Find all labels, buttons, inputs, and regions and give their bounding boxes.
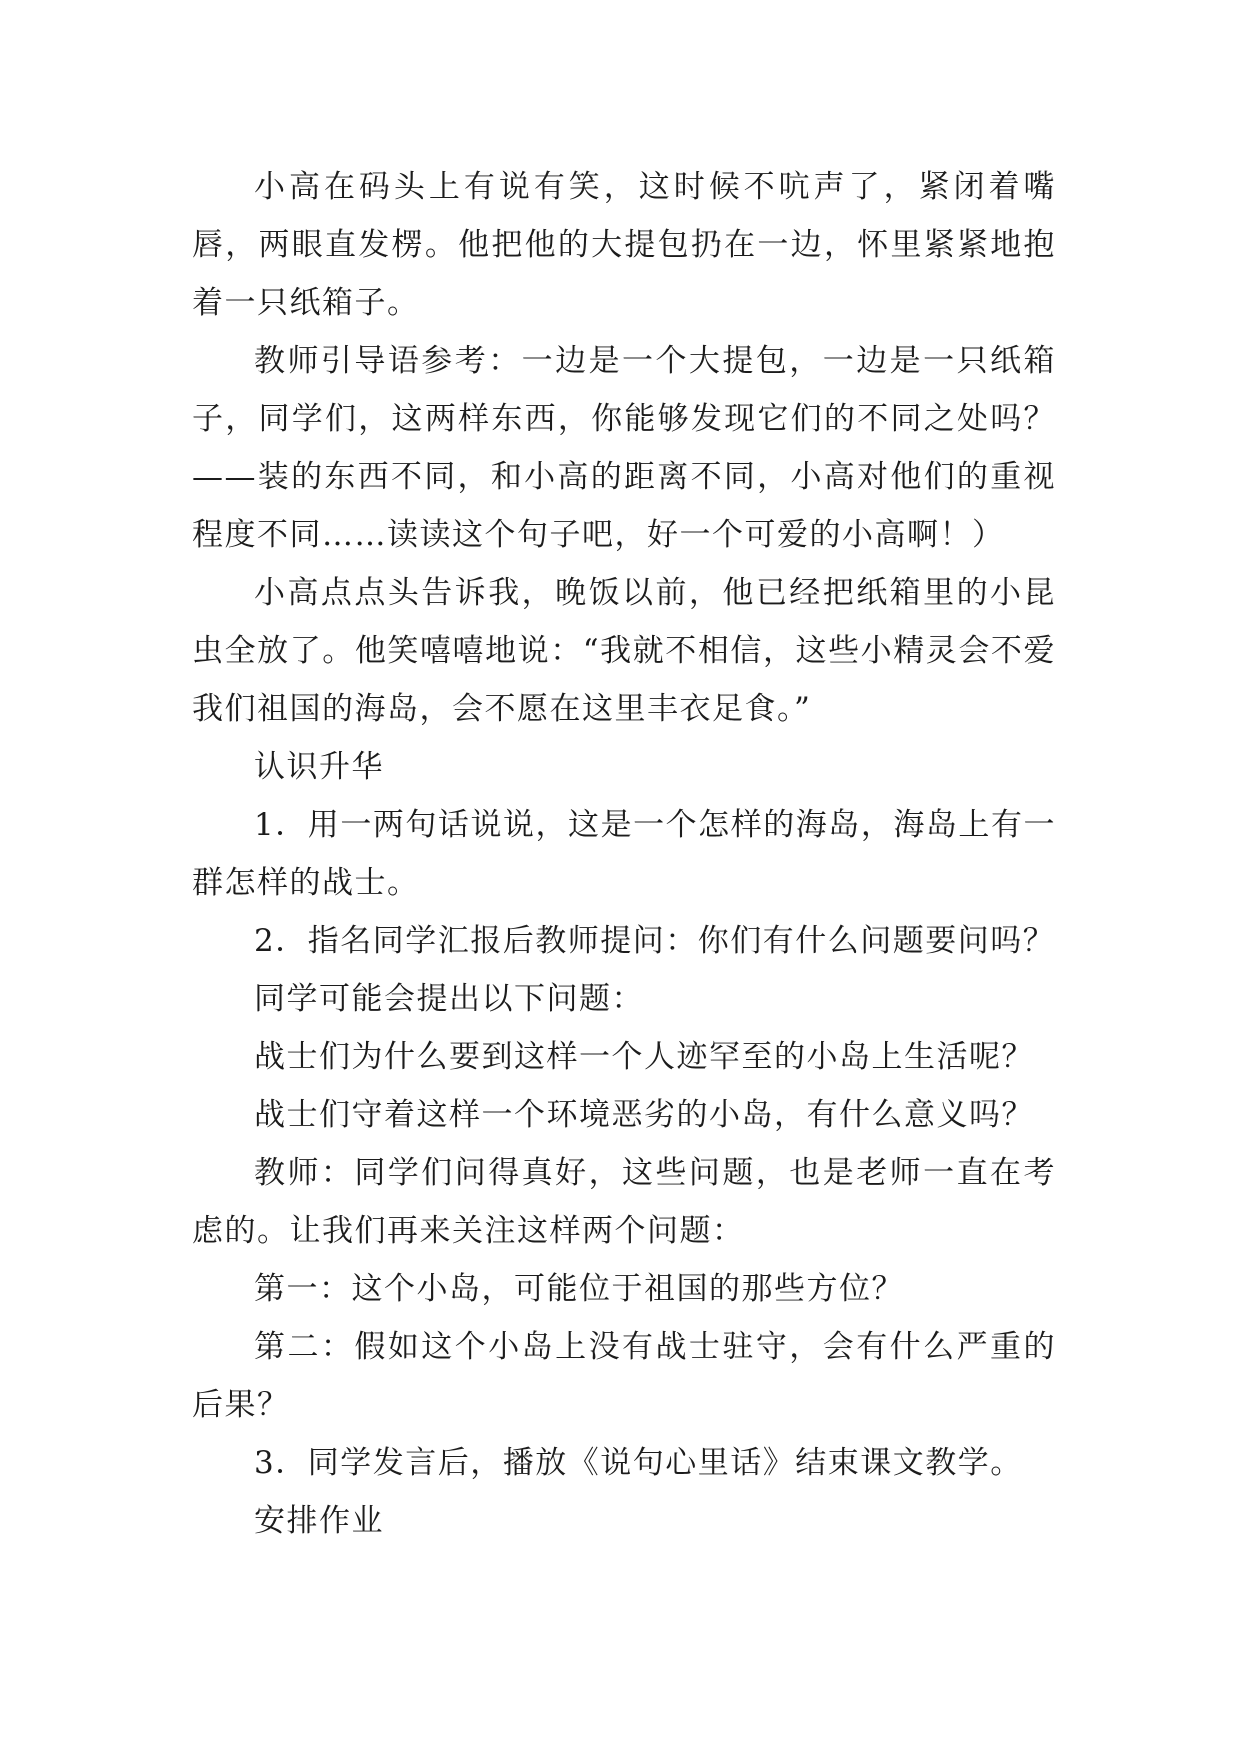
section-heading-understanding: 认识升华 bbox=[254, 749, 384, 785]
question-why-island: 战士们为什么要到这样一个人迹罕至的小岛上生活呢？ bbox=[254, 1039, 1034, 1075]
paragraph-insects-released: 小高点点头告诉我，晚饭以前，他已经把纸箱里的小昆虫全放了。他笑嘻嘻地说：“我就不相信，这些小精灵会不爱我们祖国的海岛，会不愿在这里丰衣足食。” bbox=[192, 575, 1056, 727]
paragraph-possible-questions: 同学可能会提出以下问题： bbox=[254, 981, 644, 1017]
list-item-2: 2．指名同学汇报后教师提问：你们有什么问题要问吗？ bbox=[254, 923, 1056, 959]
question-meaning: 战士们守着这样一个环境恶劣的小岛，有什么意义吗？ bbox=[254, 1097, 1034, 1133]
list-item-3: 3．同学发言后，播放《说句心里话》结束课文教学。 bbox=[254, 1445, 1023, 1481]
question-second: 第二：假如这个小岛上没有战士驻守，会有什么严重的后果？ bbox=[192, 1329, 1056, 1423]
question-first: 第一：这个小岛，可能位于祖国的那些方位？ bbox=[254, 1271, 904, 1307]
paragraph-teacher-guide: 教师引导语参考：一边是一个大提包，一边是一只纸箱子，同学们，这两样东西，你能够发现它们的不同之处吗？——装的东西不同，和小高的距离不同，小高对他们的重视程度不同……读读这个句子吧，好一个可爱的小高啊！） bbox=[192, 343, 1056, 553]
section-heading-homework: 安排作业 bbox=[254, 1503, 384, 1539]
document-body bbox=[192, 158, 1056, 1550]
paragraph-xiaogao-silent: 小高在码头上有说有笑，这时候不吭声了，紧闭着嘴唇，两眼直发楞。他把他的大提包扔在一边，怀里紧紧地抱着一只纸箱子。 bbox=[192, 169, 1056, 321]
list-item-1: 1．用一两句话说说，这是一个怎样的海岛，海岛上有一群怎样的战士。 bbox=[192, 807, 1056, 901]
paragraph-teacher-response: 教师：同学们问得真好，这些问题，也是老师一直在考虑的。让我们再来关注这样两个问题： bbox=[192, 1155, 1056, 1249]
